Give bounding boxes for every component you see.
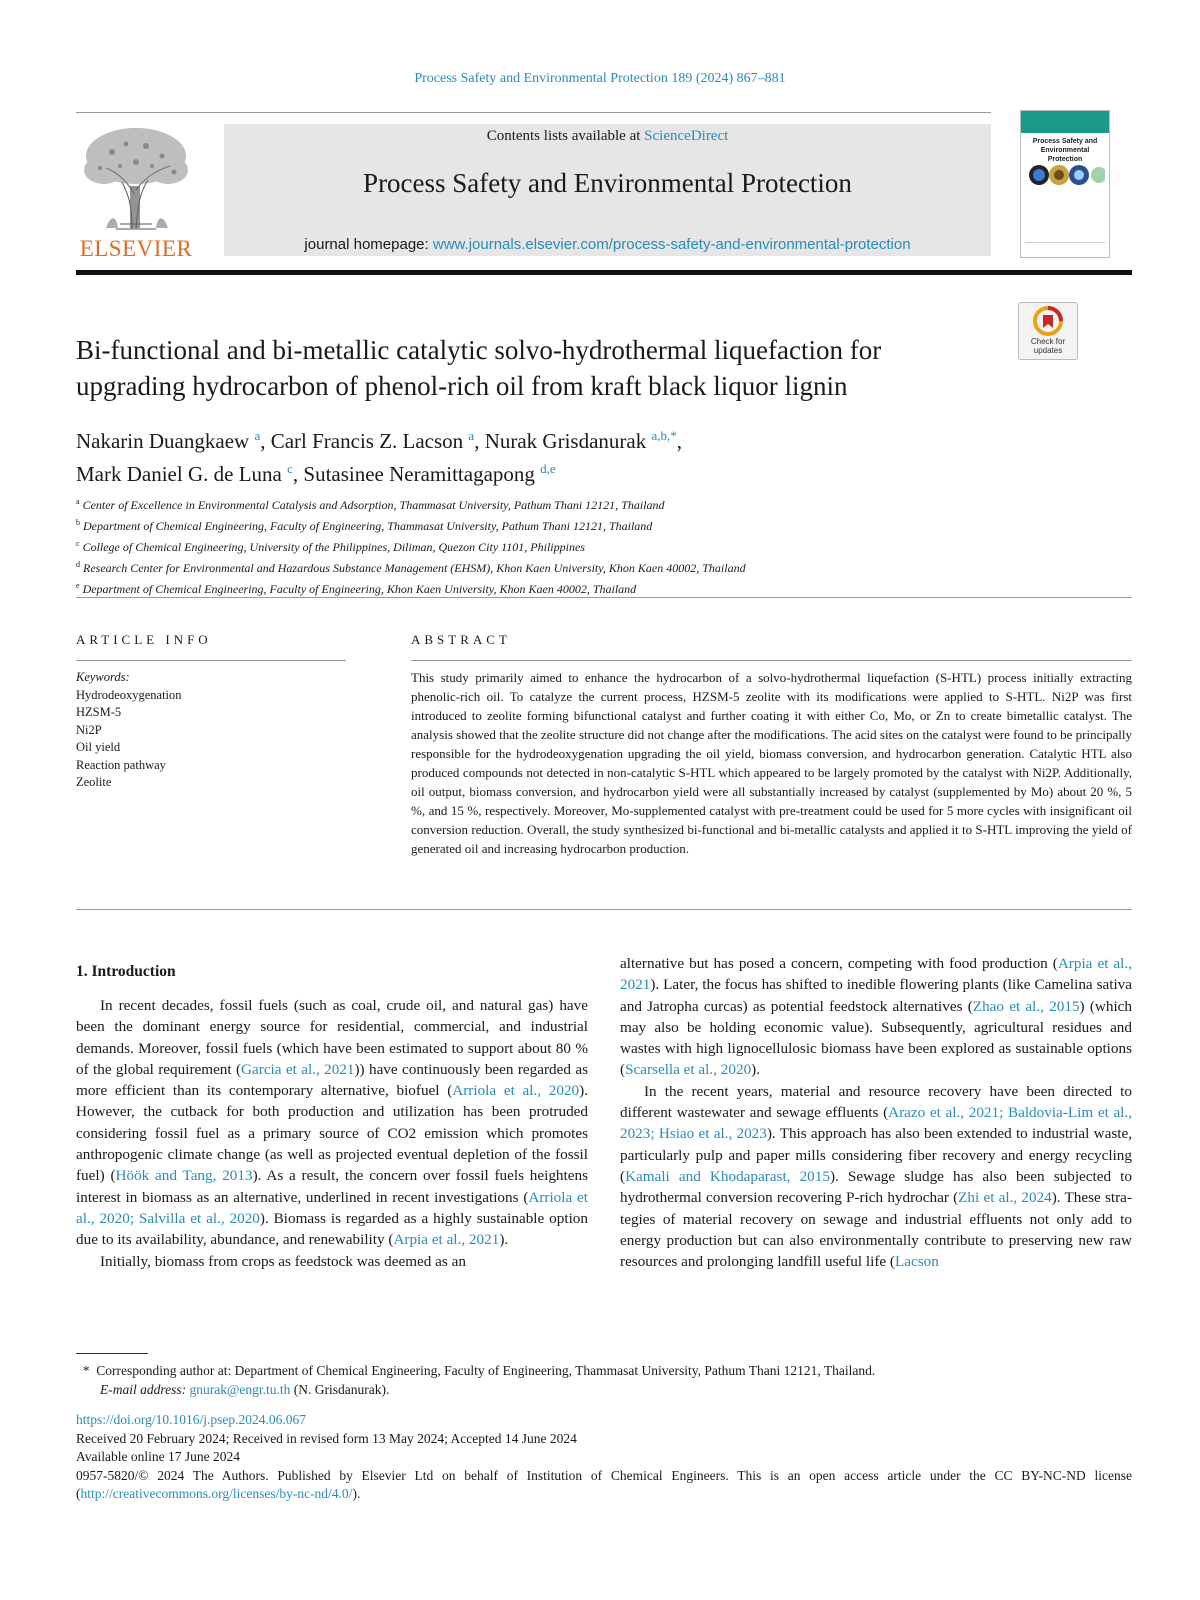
copyright-text: 0957-5820/© 2024 The Authors. Published by Elsevier Ltd on behalf of Institution of Chemical Engineers. This is an open access article under the CC BY-NC-ND license ( (76, 1467, 1132, 1501)
article-info-heading: ARTICLE INFO (76, 632, 212, 647)
article-footer (76, 1411, 1132, 1504)
affiliations (76, 493, 1132, 598)
copyright-end: ). (352, 1486, 361, 1501)
affiliation-text: Department of Chemical Engineering, Faculty of Engineering, Thammasat University, Pathum Thani 12121, Thailand (83, 519, 653, 533)
citation-link[interactable]: Höök and Tang, 2013 (115, 1167, 253, 1185)
available-online: Available online 17 June 2024 (76, 1449, 240, 1464)
abstract-text: This study primarily aimed to enhance the hydrocarbon of a solvo-hydrothermal liquefaction (S-HTL) process initially extracting phenolic-rich oil. To catalyze the current process, HZSM-5 zeolite with its modifications were applied to S-HTL. Ni2P was first introduced to zeolite forming bifunctional catalyst and further coating it with either Co, Mo, or Zn to create bimetallic catalyst. The analysis showed that the zeolite structure did not change after the modifications. The acid sites on the catalyst were found to be principally responsible for the hydrodeoxygenation upgrading the oil yield, biomass conversion, and hydrocarbon generation. Catalytic HTL also produced compounds not detected in non-catalytic S-HTL which appeared to be largely promoted by the catalyst with Ni2P. Additionally, oil output, biomass conversion, and hydrocarbon yield were all substantially increased by catalyst (supplemented by Mo) about 20 %, 5 %, and 15 %, respectively. Moreover, Mo-supplemented catalyst with pre-treatment could be used for 5 more cycles with insignificant oil conversion reduction. Overall, the study synthesized bi-functional and bi-metallic catalysts and applied it to S-HTL improving the yield of generated oil and increasing hydrocarbon production. (411, 670, 1132, 856)
author-affiliation-marker[interactable]: d,e (540, 461, 556, 476)
text-run: ). However, the cutback for both production and utilization has been protruded considering fossil fuel as a primary source of CO2 emission which promotes anthropogenic climate change (as well as projected eventual depletion of the fossil fuel) ( (76, 1082, 588, 1185)
text-run: alternative but has posed a concern, competing with food production ( (620, 955, 1058, 972)
keyword-item: Zeolite (76, 775, 112, 789)
sciencedirect-link[interactable]: ScienceDirect (644, 128, 729, 144)
text-run: ). (751, 1061, 761, 1079)
affiliation-key: e (76, 581, 80, 590)
citation-link[interactable]: Zhi et al., 2024 (958, 1189, 1052, 1207)
affiliation-item (76, 493, 1132, 514)
affiliations-divider (76, 597, 1132, 598)
homepage-prefix: journal homepage: (304, 236, 433, 253)
email-line (76, 1380, 1132, 1399)
body-column-right (620, 953, 1132, 1272)
author-affiliation-marker[interactable]: a (254, 428, 261, 443)
journal-title: Process Safety and Environmental Protection (363, 168, 852, 198)
keyword-item: Ni2P (76, 722, 102, 737)
citation-link[interactable]: Arazo et al., 2021; Baldovia-Lim et al., 2023; Hsiao et al., 2023 (620, 1104, 1132, 1143)
affiliation-key: d (76, 560, 80, 569)
author-affiliation-marker[interactable]: a,b,* (651, 428, 677, 443)
affiliation-text: Research Center for Environmental and Hazardous Substance Management (EHSM), Khon Kaen University, Khon Kaen 40002, Thailand (83, 561, 746, 575)
journal-banner (224, 124, 991, 256)
affiliation-text: College of Chemical Engineering, University of the Philippines, Diliman, Quezon City 1101, Philippines (82, 540, 585, 554)
citation-link[interactable]: Arriola et al., 2020; Salvilla et al., 2020 (76, 1188, 588, 1227)
contents-prefix: Contents lists available at (486, 128, 645, 144)
journal-cover-thumbnail[interactable] (1020, 110, 1110, 258)
article-info-divider (76, 660, 346, 661)
citation-link[interactable]: Lacson (894, 1253, 939, 1271)
introduction-heading: 1. Introduction (76, 963, 176, 980)
text-run: ). These strategies of material recovery on sewage and industrial effluents not only add to energy production but can also environmentally contribute to preserving new raw resources and prolonging landfill useful life ( (620, 1189, 1132, 1271)
citation-link[interactable]: Arpia et al., 2021 (620, 955, 1132, 994)
affiliation-item (76, 577, 1132, 598)
citation-link[interactable]: Kamali and Khodaparast, 2015 (625, 1167, 830, 1185)
affiliation-item (76, 514, 1132, 535)
corresponding-line (76, 1361, 1132, 1380)
text-run: In recent decades, fossil fuels (such as coal, crude oil, and natural gas) have been the dominant energy source for residential, commercial, and industrial demands. Moreover, fossil fuels (which have been estimated to support about 80 % of the global requirement ( (76, 997, 588, 1078)
paragraph (76, 995, 588, 1251)
cover-title: Process Safety and Environmental Protection (1032, 138, 1098, 163)
text-run: )) have continuously been regarded as more efficient than its contemporary alternative, biofuel ( (76, 1060, 588, 1100)
author-name[interactable]: Sutasinee Neramittagapong (303, 462, 535, 486)
body-column-left (76, 995, 588, 1272)
header-thick-rule (76, 270, 1132, 275)
header-divider (76, 112, 991, 113)
text-run: ). (499, 1231, 509, 1249)
text-run: ). Biomass is regarded as a highly sustainable option due to its availability, abundance, and renewability ( (76, 1209, 588, 1249)
author-name[interactable]: Mark Daniel G. de Luna (76, 462, 282, 486)
citation-link[interactable]: Scarsella et al., 2020 (625, 1061, 752, 1079)
text-run: Initially, biomass from crops as feedstock was deemed as an (100, 1252, 466, 1270)
abstract-divider (411, 660, 1132, 661)
corresponding-author-footnote (76, 1361, 1132, 1399)
author-affiliation-marker[interactable]: c (287, 461, 293, 476)
text-run: ). Later, the focus has shifted to inedible flowering plants (like Camelina sativa and Jatropha curcas) as potential feedstock alternatives ( (620, 976, 1132, 1015)
cover-images-icon (1029, 163, 1105, 187)
affiliation-item (76, 556, 1132, 577)
author-affiliation-marker[interactable]: a (468, 428, 475, 443)
keyword-item: HZSM-5 (76, 705, 122, 719)
affiliation-key: c (76, 539, 80, 548)
keyword-item: Oil yield (76, 740, 121, 754)
affiliation-text: Center of Excellence in Environmental Catalysis and Adsorption, Thammasat University, Pathum Thani 12121, Thailand (82, 498, 665, 512)
contents-line (224, 128, 991, 145)
affiliation-key: b (76, 518, 80, 527)
text-run: ). This approach has also been extended to industrial waste, particularly pulp and paper mills considering fiber recovery and energy recycling ( (620, 1125, 1132, 1185)
footnote-marker: * (82, 1363, 90, 1378)
author-name[interactable]: Nurak Grisdanurak (484, 429, 647, 453)
keywords-label: Keywords: (76, 670, 130, 684)
copyright-line (76, 1467, 1132, 1504)
elsevier-tree-icon (76, 124, 196, 234)
text-run: ). Sewage sludge has also been subjected to hydrothermal conversion recovering P-rich hydrochar ( (620, 1167, 1132, 1207)
email-owner: (N. Grisdanurak). (293, 1382, 390, 1397)
email-link[interactable]: gnurak@engr.tu.th (189, 1382, 291, 1397)
keywords-block (76, 669, 346, 792)
author-separator: , (292, 462, 304, 486)
author-name[interactable]: Carl Francis Z. Lacson (270, 429, 464, 453)
cover-header-band (1021, 111, 1109, 133)
license-link[interactable]: http://creativecommons.org/licenses/by-nc-nd/4.0/ (80, 1486, 353, 1501)
author-list (76, 422, 1076, 488)
citation-link[interactable]: Arriola et al., 2020 (452, 1082, 580, 1100)
paragraph (620, 953, 1132, 1081)
affiliation-key: a (76, 497, 80, 506)
abstract-end-divider (76, 909, 1132, 910)
elsevier-wordmark: ELSEVIER (79, 236, 193, 261)
text-run: ) (which may also be holding economic value). Subsequently, agricultural residues and wastes with high lignocellulosic biomass have been explored as sustainable options ( (620, 997, 1132, 1079)
check-updates-label: Check for updates (1030, 337, 1066, 355)
footnote-divider (76, 1353, 148, 1354)
author-separator: , (676, 429, 683, 453)
homepage-link[interactable]: www.journals.elsevier.com/process-safety-and-environmental-protection (432, 236, 911, 253)
check-updates-icon (1033, 306, 1063, 336)
keyword-item: Hydrodeoxygenation (76, 687, 182, 702)
email-label: E-mail address: (100, 1382, 187, 1397)
text-run: ). As a result, the concern over fossil fuels heightens interest in biomass as an alternative, underlined in recent investigations ( (76, 1167, 588, 1206)
elsevier-logo (76, 124, 196, 262)
citation-link[interactable]: Garcia et al., 2021 (241, 1060, 355, 1078)
paragraph (76, 1251, 588, 1272)
author-name[interactable]: Nakarin Duangkaew (76, 429, 250, 453)
received-dates: Received 20 February 2024; Received in revised form 13 May 2024; Accepted 14 June 2024 (76, 1430, 577, 1446)
affiliation-text: Department of Chemical Engineering, Faculty of Engineering, Khon Kaen University, Khon Kaen 40002, Thailand (82, 582, 637, 596)
keyword-item: Reaction pathway (76, 757, 166, 772)
paragraph (620, 1081, 1132, 1273)
author-separator: , (260, 429, 271, 453)
corresponding-text: Corresponding author at: Department of Chemical Engineering, Faculty of Engineering, Thammasat University, Pathum Thani 12121, Thailand. (96, 1363, 876, 1378)
text-run: In the recent years, material and resource recovery have been directed to different wastewater and sewage effluents ( (620, 1082, 1132, 1122)
affiliation-item (76, 535, 1132, 556)
citation-link[interactable]: Arpia et al., 2021 (393, 1231, 500, 1249)
article-title: Bi-functional and bi-metallic catalytic solvo-hydrothermal liquefaction for upgrading hydrocarbon of phenol-rich oil from kraft black liquor lignin (76, 335, 882, 401)
doi-link[interactable]: https://doi.org/10.1016/j.psep.2024.06.067 (76, 1412, 307, 1427)
check-for-updates-button[interactable] (1018, 302, 1078, 360)
citation-link[interactable]: Zhao et al., 2015 (972, 997, 1080, 1015)
author-separator: , (474, 429, 485, 453)
abstract-heading: ABSTRACT (411, 632, 511, 647)
homepage-line (224, 236, 991, 253)
cover-footer (1025, 242, 1105, 253)
journal-reference[interactable]: Process Safety and Environmental Protection 189 (2024) 867–881 (414, 71, 786, 86)
